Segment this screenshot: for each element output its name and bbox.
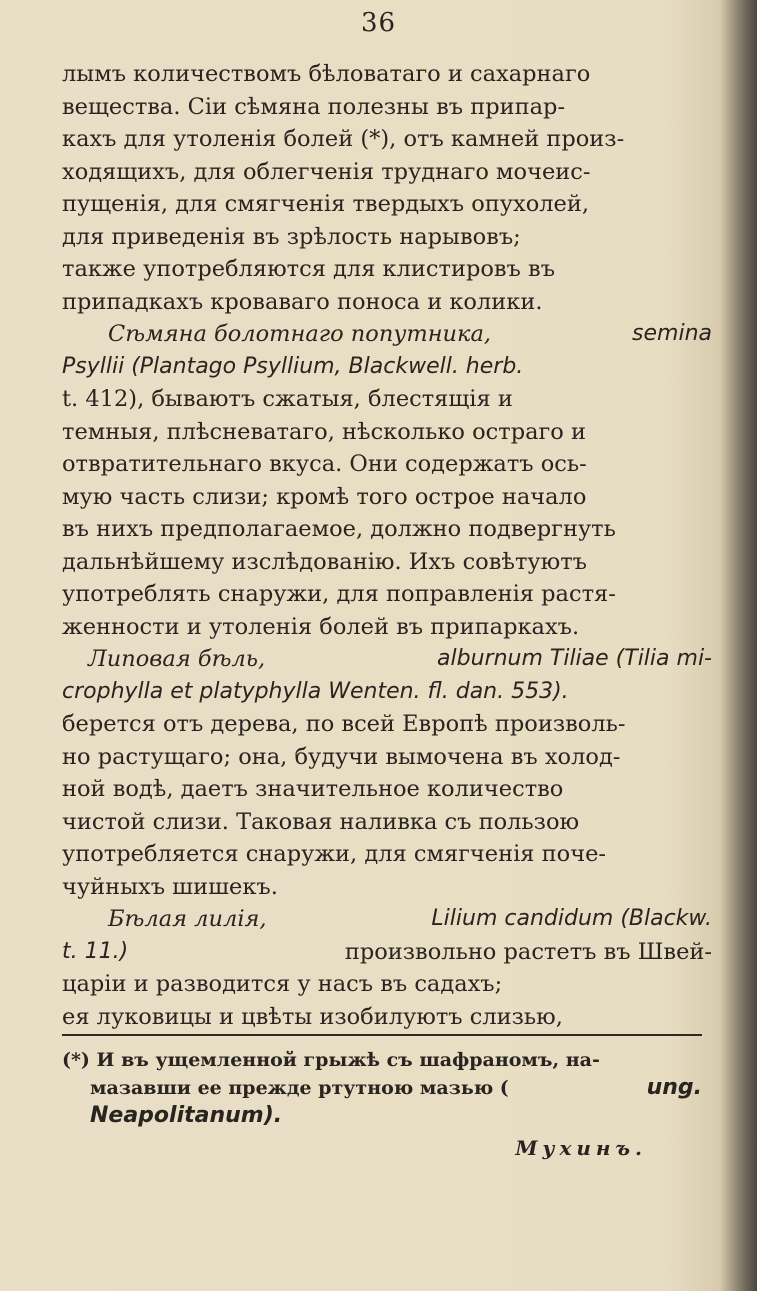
text-line: ходящихъ, для облегченія труднаго мочеис- <box>62 158 591 185</box>
text-line: для приведенія въ зрѣлость нарывовъ; <box>62 223 521 250</box>
text-line: t. 412), бываютъ сжатыя, блестящія и <box>62 386 513 412</box>
latin-line: crophylla et platyphylla Wenten. fl. dan. 553). <box>62 678 569 704</box>
latin-name: alburnum Tiliae (Tilia mi- <box>437 646 712 671</box>
text-line: царіи и разводится у насъ въ садахъ; <box>62 971 503 997</box>
text-line: въ нихъ предполагаемое, должно подвергнуть <box>62 516 616 542</box>
text-line: темныя, плѣсневатаго, нѣсколько остраго и <box>62 418 586 445</box>
text-segment: мазавши ее прежде ртутною мазью ( <box>90 1077 509 1099</box>
text-line: ной водѣ, даетъ значительное количество <box>62 776 564 802</box>
entry-name: Липовая бѣль, <box>88 646 266 672</box>
text-line: отвратительнаго вкуса. Они содержатъ ось- <box>62 451 587 477</box>
footnote-divider <box>62 1034 702 1036</box>
text-line: чистой слизи. Таковая наливка съ пользою <box>62 808 580 835</box>
text-line: кахъ для утоленія болей (*), отъ камней произ- <box>62 126 625 152</box>
text-line: берется отъ дерева, по всей Европѣ произволь- <box>62 711 626 737</box>
text-line: вещества. Сіи сѣмяна полезны въ припар- <box>62 93 566 120</box>
latin-name: Lilium candidum (Blackw. <box>431 906 712 931</box>
text-segment: произвольно растетъ въ Швей- <box>344 938 712 965</box>
entry-name: Бѣлая лилія, <box>108 906 267 932</box>
text-line: лымъ количествомъ бѣловатаго и сахарнаго <box>62 61 591 87</box>
text-line: также употребляются для клистировъ въ <box>62 256 556 282</box>
footnote-line: Neapolitanum). <box>90 1103 283 1128</box>
footnote <box>62 1046 702 1130</box>
author-signature: Мухинъ. <box>515 1136 647 1160</box>
paragraph-heading-line <box>62 643 712 676</box>
text-line <box>62 936 712 969</box>
body-text <box>62 58 712 1033</box>
latin-abbrev: ung. <box>646 1075 702 1100</box>
footnote-line: (*) И въ ущемленной грыжѣ съ шафраномъ, на- <box>62 1049 600 1071</box>
text-line: чуйныхъ шишекъ. <box>62 873 278 900</box>
text-line: пущенія, для смягченія твердыхъ опухолей, <box>62 191 589 217</box>
latin-ref: t. 11.) <box>62 938 129 964</box>
text-line: ея луковицы и цвѣты изобилуютъ слизью, <box>62 1003 563 1030</box>
latin-name: semina <box>632 321 712 346</box>
paragraph-heading-line <box>62 318 712 351</box>
latin-line: Psyllii (Plantago Psyllium, Blackwell. herb. <box>62 353 524 379</box>
page-number: 36 <box>360 8 397 38</box>
text-line: мую часть слизи; кромѣ того острое начало <box>62 483 587 510</box>
paragraph-heading-line <box>62 903 712 936</box>
text-line: употреблять снаружи, для поправленія растя- <box>62 581 616 607</box>
footnote-line <box>62 1074 702 1102</box>
text-line: дальнѣйшему изслѣдованію. Ихъ совѣтуютъ <box>62 548 587 575</box>
text-line: употребляется снаружи, для смягченія поче- <box>62 841 606 867</box>
text-line: женности и утоленія болей въ припаркахъ. <box>62 613 580 640</box>
text-line: припадкахъ кроваваго поноса и колики. <box>62 288 543 315</box>
text-line: но растущаго; она, будучи вымочена въ холод- <box>62 743 621 770</box>
entry-name: Сѣмяна болотнаго попутника, <box>108 321 492 347</box>
